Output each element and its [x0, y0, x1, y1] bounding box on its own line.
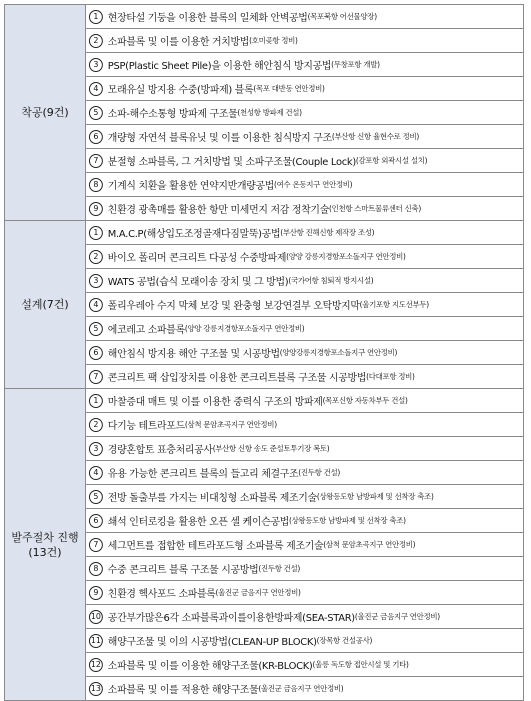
item-row — [86, 389, 519, 412]
circled-number: 4 — [89, 466, 103, 480]
item-row — [86, 581, 519, 604]
item-cell — [86, 53, 524, 77]
circled-number: 3 — [89, 58, 103, 72]
project-note: (울진군 금음지구 연안정비) — [258, 684, 344, 693]
technology-name: 모래유실 방지용 수중(방파제) 블록 — [107, 85, 254, 96]
item-row — [86, 533, 519, 556]
project-note: (부산항 신항 송도 준설토투기장 복토) — [212, 444, 330, 453]
project-note: (다대포항 정비) — [366, 372, 415, 381]
technology-name: 기계식 치환을 활용한 연약지반개량공법 — [107, 181, 275, 192]
table-body — [5, 5, 524, 701]
technology-name: 다기능 테트라포드 — [107, 421, 185, 432]
project-note: (울진군 금음지구 연안정비) — [354, 612, 440, 621]
item-cell — [86, 365, 524, 389]
circled-number: 10 — [89, 610, 103, 624]
technology-name: 쇄석 인터로킹을 활용한 오픈 셀 케이슨공법 — [107, 517, 290, 528]
project-note: (양양강릉지경항포소돌지구 연안정비) — [279, 348, 398, 357]
project-note: (인천항 스마트물류센터 신축) — [328, 204, 421, 213]
circled-number: 2 — [89, 418, 103, 432]
item-row — [86, 485, 519, 508]
item-row — [86, 77, 519, 100]
circled-number: 4 — [89, 82, 103, 96]
table-row — [5, 221, 524, 245]
technology-name: 유용 가능한 콘크리트 블록의 들고리 체결구조 — [107, 469, 299, 480]
category-cell — [5, 389, 86, 701]
project-note: (양양 강릉지경항포소돌지구 연안정비) — [184, 324, 305, 333]
circled-number: 4 — [89, 298, 103, 312]
item-row — [86, 461, 519, 484]
technology-name: 친환경 헥사포드 소파블록 — [107, 589, 216, 600]
item-cell — [86, 413, 524, 437]
item-cell — [86, 5, 524, 29]
circled-number: 12 — [89, 658, 103, 672]
circled-number: 6 — [89, 346, 103, 360]
project-note: (목포신항 자동차부두 건설) — [322, 396, 408, 405]
project-note: (상왕등도항 남방파제 및 선착장 축조) — [289, 516, 406, 525]
item-cell — [86, 125, 524, 149]
item-cell — [86, 29, 524, 53]
technology-name: 공간부가많은6각 소파블록과이를이용한방파제(SEA-STAR) — [107, 613, 355, 624]
technology-name: 수중 콘크리트 블록 구조물 시공방법 — [107, 565, 259, 576]
project-note: (삼척 문암초곡지구 연안정비) — [323, 540, 416, 549]
item-cell — [86, 533, 524, 557]
tech-application-table-wrapper — [4, 4, 524, 701]
item-row — [86, 365, 519, 388]
item-cell — [86, 629, 524, 653]
item-row — [86, 197, 519, 220]
item-cell — [86, 461, 524, 485]
item-row — [86, 653, 519, 676]
circled-number: 7 — [89, 370, 103, 384]
technology-name: 분절형 소파블록, 그 거치방법 및 소파구조물(Couple Lock) — [107, 157, 356, 168]
item-row — [86, 29, 519, 52]
circled-number: 7 — [89, 154, 103, 168]
item-row — [86, 605, 519, 628]
circled-number: 7 — [89, 538, 103, 552]
project-note: (삼척 문암초곡지구 연안정비) — [184, 420, 277, 429]
item-cell — [86, 389, 524, 413]
item-row — [86, 245, 519, 268]
item-row — [86, 341, 519, 364]
project-note: (장목항 건설공사) — [316, 636, 373, 645]
project-note: (상왕등도항 남방파제 및 선착장 축조) — [316, 492, 434, 501]
project-note: (진두항 건설) — [298, 468, 340, 477]
technology-name: 친환경 광촉매를 활용한 항만 미세먼지 저감 정착기술 — [107, 205, 329, 216]
technology-name: 마찰증대 매트 및 이를 이용한 중력식 구조의 방파제 — [107, 397, 323, 408]
project-note: (감포항 외곽시설 설치) — [355, 156, 428, 165]
technology-name: 콘크리트 팩 삽입장치를 이용한 콘크리트블록 구조물 시공방법 — [107, 373, 367, 384]
project-note: (호미곶항 정비) — [249, 36, 298, 45]
technology-name: 바이오 폴리머 콘크리트 다공성 수중방파제 — [107, 253, 287, 264]
item-cell — [86, 341, 524, 365]
circled-number: 8 — [89, 562, 103, 576]
project-note: (울릉 독도항 접안시설 및 기타) — [312, 660, 409, 669]
project-note: (목포 대반동 연안정비) — [253, 84, 325, 93]
category-label: 착공(9건) — [21, 106, 69, 119]
item-row — [86, 677, 519, 700]
circled-number: 1 — [89, 226, 103, 240]
technology-name: 에코레고 소파블록 — [107, 325, 185, 336]
technology-name: 현장타설 기둥을 이용한 블록의 일체화 안벽공법 — [107, 13, 308, 24]
item-row — [86, 413, 519, 436]
category-label: 발주절차 진행 — [11, 530, 79, 544]
item-cell — [86, 677, 524, 701]
circled-number: 1 — [89, 10, 103, 24]
circled-number: 1 — [89, 394, 103, 408]
circled-number: 6 — [89, 130, 103, 144]
project-note: (울진군 금음지구 연안정비) — [215, 588, 301, 597]
item-row — [86, 269, 519, 292]
item-cell — [86, 605, 524, 629]
item-row — [86, 437, 519, 460]
project-note: (양양 강릉지경항포소돌지구 연안정비) — [286, 252, 406, 261]
item-row — [86, 5, 519, 28]
technology-name: PSP(Plastic Sheet Pile)을 이용한 해안침식 방지공법 — [107, 61, 332, 72]
technology-name: 전방 돌출부를 가지는 비대칭형 소파블록 제조기술 — [107, 493, 317, 504]
circled-number: 5 — [89, 106, 103, 120]
item-row — [86, 173, 519, 196]
circled-number: 13 — [89, 682, 103, 696]
technology-name: 폴리우레아 수지 막체 보강 및 완충형 보강연결부 오탁방지막 — [107, 301, 360, 312]
category-label: (13건) — [28, 545, 62, 559]
table-row — [5, 389, 524, 413]
project-note: (울기포항 지도선부두) — [359, 300, 429, 309]
item-row — [86, 509, 519, 532]
item-cell — [86, 485, 524, 509]
item-cell — [86, 557, 524, 581]
item-row — [86, 557, 519, 580]
item-row — [86, 125, 519, 148]
technology-name: 세그먼트를 접합한 테트라포드형 소파블록 제조기술 — [107, 541, 324, 552]
technology-name: WATS 공법(습식 모래이송 장치 및 그 방법) — [107, 277, 289, 288]
item-cell — [86, 437, 524, 461]
circled-number: 2 — [89, 250, 103, 264]
technology-name: 해안침식 방지용 해안 구조물 및 시공방법 — [107, 349, 280, 360]
technology-name: 개량형 자연석 블록유닛 및 이를 이용한 침식방지 구조 — [107, 133, 332, 144]
category-cell — [5, 5, 86, 221]
item-cell — [86, 509, 524, 533]
technology-name: 경량혼합토 표층처리공사 — [107, 445, 213, 456]
item-cell — [86, 317, 524, 341]
technology-name: 소파블록 및 이를 이용한 해양구조물(KR-BLOCK) — [107, 661, 313, 672]
circled-number: 3 — [89, 274, 103, 288]
circled-number: 5 — [89, 490, 103, 504]
item-row — [86, 53, 519, 76]
project-note: (진두항 건설) — [258, 564, 301, 573]
table-row — [5, 5, 524, 29]
technology-name: 소파블록 및 이를 적용한 해양구조물 — [107, 685, 259, 696]
circled-number: 9 — [89, 202, 103, 216]
item-cell — [86, 101, 524, 125]
circled-number: 3 — [89, 442, 103, 456]
tech-application-table — [4, 4, 524, 701]
item-cell — [86, 221, 524, 245]
item-row — [86, 293, 519, 316]
circled-number: 9 — [89, 586, 103, 600]
technology-name: M.A.C.P(해상입도조정골재다짐말뚝)공법 — [107, 229, 281, 240]
project-note: (무창포항 개발) — [331, 60, 380, 69]
item-cell — [86, 293, 524, 317]
project-note: (천성항 방파제 건설) — [237, 108, 302, 117]
category-label: 설계(7건) — [21, 298, 69, 311]
circled-number: 11 — [89, 634, 103, 648]
item-cell — [86, 77, 524, 101]
project-note: (부산항 진해신항 제작장 조성) — [280, 228, 375, 237]
item-cell — [86, 245, 524, 269]
circled-number: 5 — [89, 322, 103, 336]
item-row — [86, 629, 519, 652]
item-row — [86, 101, 519, 124]
technology-name: 소파블록 및 이를 이용한 거치방법 — [107, 37, 250, 48]
project-note: (여수 온동지구 연안정비) — [274, 180, 353, 189]
item-cell — [86, 197, 524, 221]
category-cell — [5, 221, 86, 389]
project-note: (목포북항 어선물양장) — [307, 12, 377, 21]
project-note: (국가어항 침퇴적 방지시설) — [288, 276, 374, 285]
item-cell — [86, 173, 524, 197]
circled-number: 2 — [89, 34, 103, 48]
item-cell — [86, 149, 524, 173]
project-note: (부산항 신항 율현수로 정비) — [331, 132, 419, 141]
item-row — [86, 317, 519, 340]
circled-number: 8 — [89, 178, 103, 192]
technology-name: 소파-해수소통형 방파제 구조물 — [107, 109, 238, 120]
item-cell — [86, 269, 524, 293]
item-row — [86, 221, 519, 244]
item-cell — [86, 653, 524, 677]
circled-number: 6 — [89, 514, 103, 528]
technology-name: 해양구조물 및 이의 시공방법(CLEAN-UP BLOCK) — [107, 637, 317, 648]
item-row — [86, 149, 519, 172]
item-cell — [86, 581, 524, 605]
